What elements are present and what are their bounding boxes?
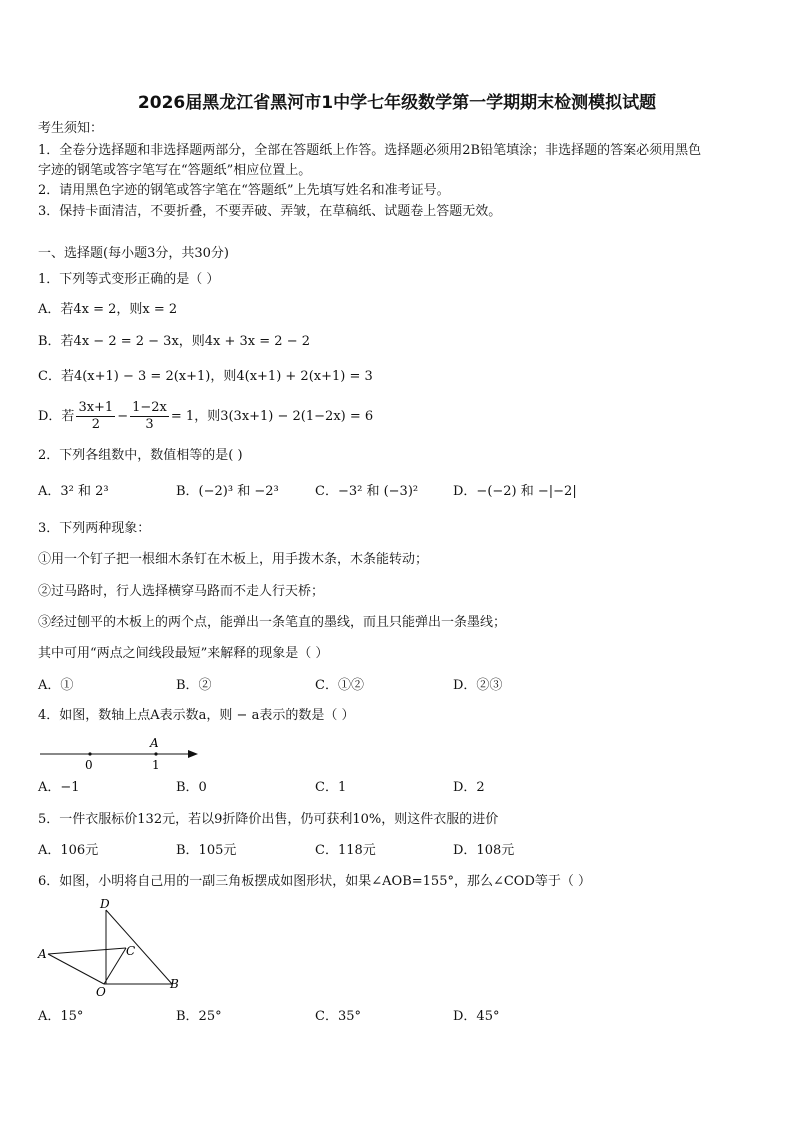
question-2-stem: 2．下列各组数中，数值相等的是( ) — [38, 448, 243, 463]
point-a — [154, 752, 157, 755]
question-2-option-a[interactable]: A．3² 和 2³ — [38, 484, 109, 499]
question-4-option-b[interactable]: B．0 — [176, 780, 207, 795]
question-3-stem: 3．下列两种现象： — [38, 521, 151, 536]
segment-oc — [104, 948, 126, 984]
section-heading: 一、选择题(每小题3分，共30分) — [38, 246, 229, 261]
option-d-rest: = 1，则3(3x+1) − 2(1−2x) = 6 — [170, 409, 374, 424]
label-b: B — [170, 977, 179, 991]
segment-db — [106, 910, 172, 984]
question-3-ask: 其中可用“两点之间线段最短”来解释的现象是（ ） — [38, 646, 329, 661]
triangle-figure — [36, 898, 186, 1002]
question-2-option-c[interactable]: C．−3² 和 (−3)² — [315, 484, 419, 499]
question-4-stem: 4．如图，数轴上点A表示数a，则 − a表示的数是（ ） — [38, 708, 355, 723]
number-line-figure — [38, 734, 208, 774]
number-line-arrow — [188, 750, 198, 758]
tick-zero — [88, 752, 91, 755]
notice-heading: 考生须知： — [38, 121, 104, 136]
tick-one-label: 1 — [152, 758, 160, 772]
fraction-1-denominator: 2 — [91, 417, 100, 432]
label-d: D — [100, 898, 110, 911]
point-a-label: A — [150, 736, 159, 750]
notice-item: 2．请用黑色字迹的钢笔或答字笔在“答题纸”上先填写姓名和准考证号。 — [38, 183, 450, 198]
fraction-2 — [130, 400, 169, 433]
question-5-option-d[interactable]: D．108元 — [453, 843, 515, 858]
question-3-option-d[interactable]: D．②③ — [453, 678, 503, 693]
segment-ao — [48, 954, 104, 984]
label-c: C — [126, 944, 136, 958]
label-a: A — [38, 947, 47, 961]
page-title: 2026届黑龙江省黑河市1中学七年级数学第一学期期末检测模拟试题 — [137, 93, 657, 113]
question-1-option-c[interactable]: C．若4(x+1) − 3 = 2(x+1)，则4(x+1) + 2(x+1) = 3 — [38, 369, 373, 384]
question-1-option-d[interactable] — [38, 400, 373, 433]
notice-item: 3．保持卡面清洁，不要折叠，不要弄破、弄皱，在草稿纸、试题卷上答题无效。 — [38, 204, 502, 219]
label-o: O — [96, 985, 106, 999]
question-1-option-b[interactable]: B．若4x − 2 = 2 − 3x，则4x + 3x = 2 − 2 — [38, 334, 310, 349]
question-1-stem: 1．下列等式变形正确的是（ ） — [38, 272, 220, 287]
fraction-2-denominator: 3 — [145, 417, 154, 432]
question-3-item: ③经过刨平的木板上的两个点，能弹出一条笔直的墨线，而且只能弹出一条墨线； — [38, 615, 507, 630]
question-6-option-a[interactable]: A．15° — [38, 1009, 84, 1024]
tick-zero-label: 0 — [85, 758, 93, 772]
question-5-option-c[interactable]: C．118元 — [315, 843, 376, 858]
question-5-option-a[interactable]: A．106元 — [38, 843, 99, 858]
question-2-option-d[interactable]: D．−(−2) 和 −|−2| — [453, 484, 577, 499]
question-6-stem: 6．如图，小明将自己用的一副三角板摆成如图形状，如果∠AOB=155°，那么∠COD等于（ ） — [38, 874, 592, 889]
minus-sign: − — [117, 409, 129, 424]
fraction-1-numerator: 3x+1 — [78, 400, 114, 415]
question-4-option-c[interactable]: C．1 — [315, 780, 347, 795]
question-5-stem: 5．一件衣服标价132元，若以9折降价出售，仍可获利10%，则这件衣服的进价 — [38, 812, 499, 827]
question-4-option-d[interactable]: D．2 — [453, 780, 485, 795]
question-3-option-a[interactable]: A．① — [38, 678, 74, 693]
question-6-option-b[interactable]: B．25° — [176, 1009, 222, 1024]
notice-item: 1．全卷分选择题和非选择题两部分，全部在答题纸上作答。选择题必须用2B铅笔填涂；非选择题的答案必须用黑色 — [38, 143, 702, 158]
question-1-option-a[interactable]: A．若4x = 2，则x = 2 — [38, 302, 178, 317]
question-2-option-b[interactable]: B．(−2)³ 和 −2³ — [176, 484, 279, 499]
option-d-prefix: D．若 — [38, 409, 75, 424]
question-3-item: ①用一个钉子把一根细木条钉在木板上，用手拨木条，木条能转动； — [38, 552, 429, 567]
fraction-1 — [76, 400, 115, 433]
question-4-option-a[interactable]: A．−1 — [38, 780, 80, 795]
segment-ac — [48, 948, 126, 954]
question-5-option-b[interactable]: B．105元 — [176, 843, 237, 858]
notice-item: 字迹的钢笔或答字笔写在“答题纸”相应位置上。 — [38, 163, 312, 178]
question-3-item: ②过马路时，行人选择横穿马路而不走人行天桥； — [38, 584, 325, 599]
question-3-option-c[interactable]: C．①② — [315, 678, 364, 693]
fraction-2-numerator: 1−2x — [132, 400, 167, 415]
question-3-option-b[interactable]: B．② — [176, 678, 212, 693]
question-6-option-d[interactable]: D．45° — [453, 1009, 500, 1024]
question-6-option-c[interactable]: C．35° — [315, 1009, 361, 1024]
